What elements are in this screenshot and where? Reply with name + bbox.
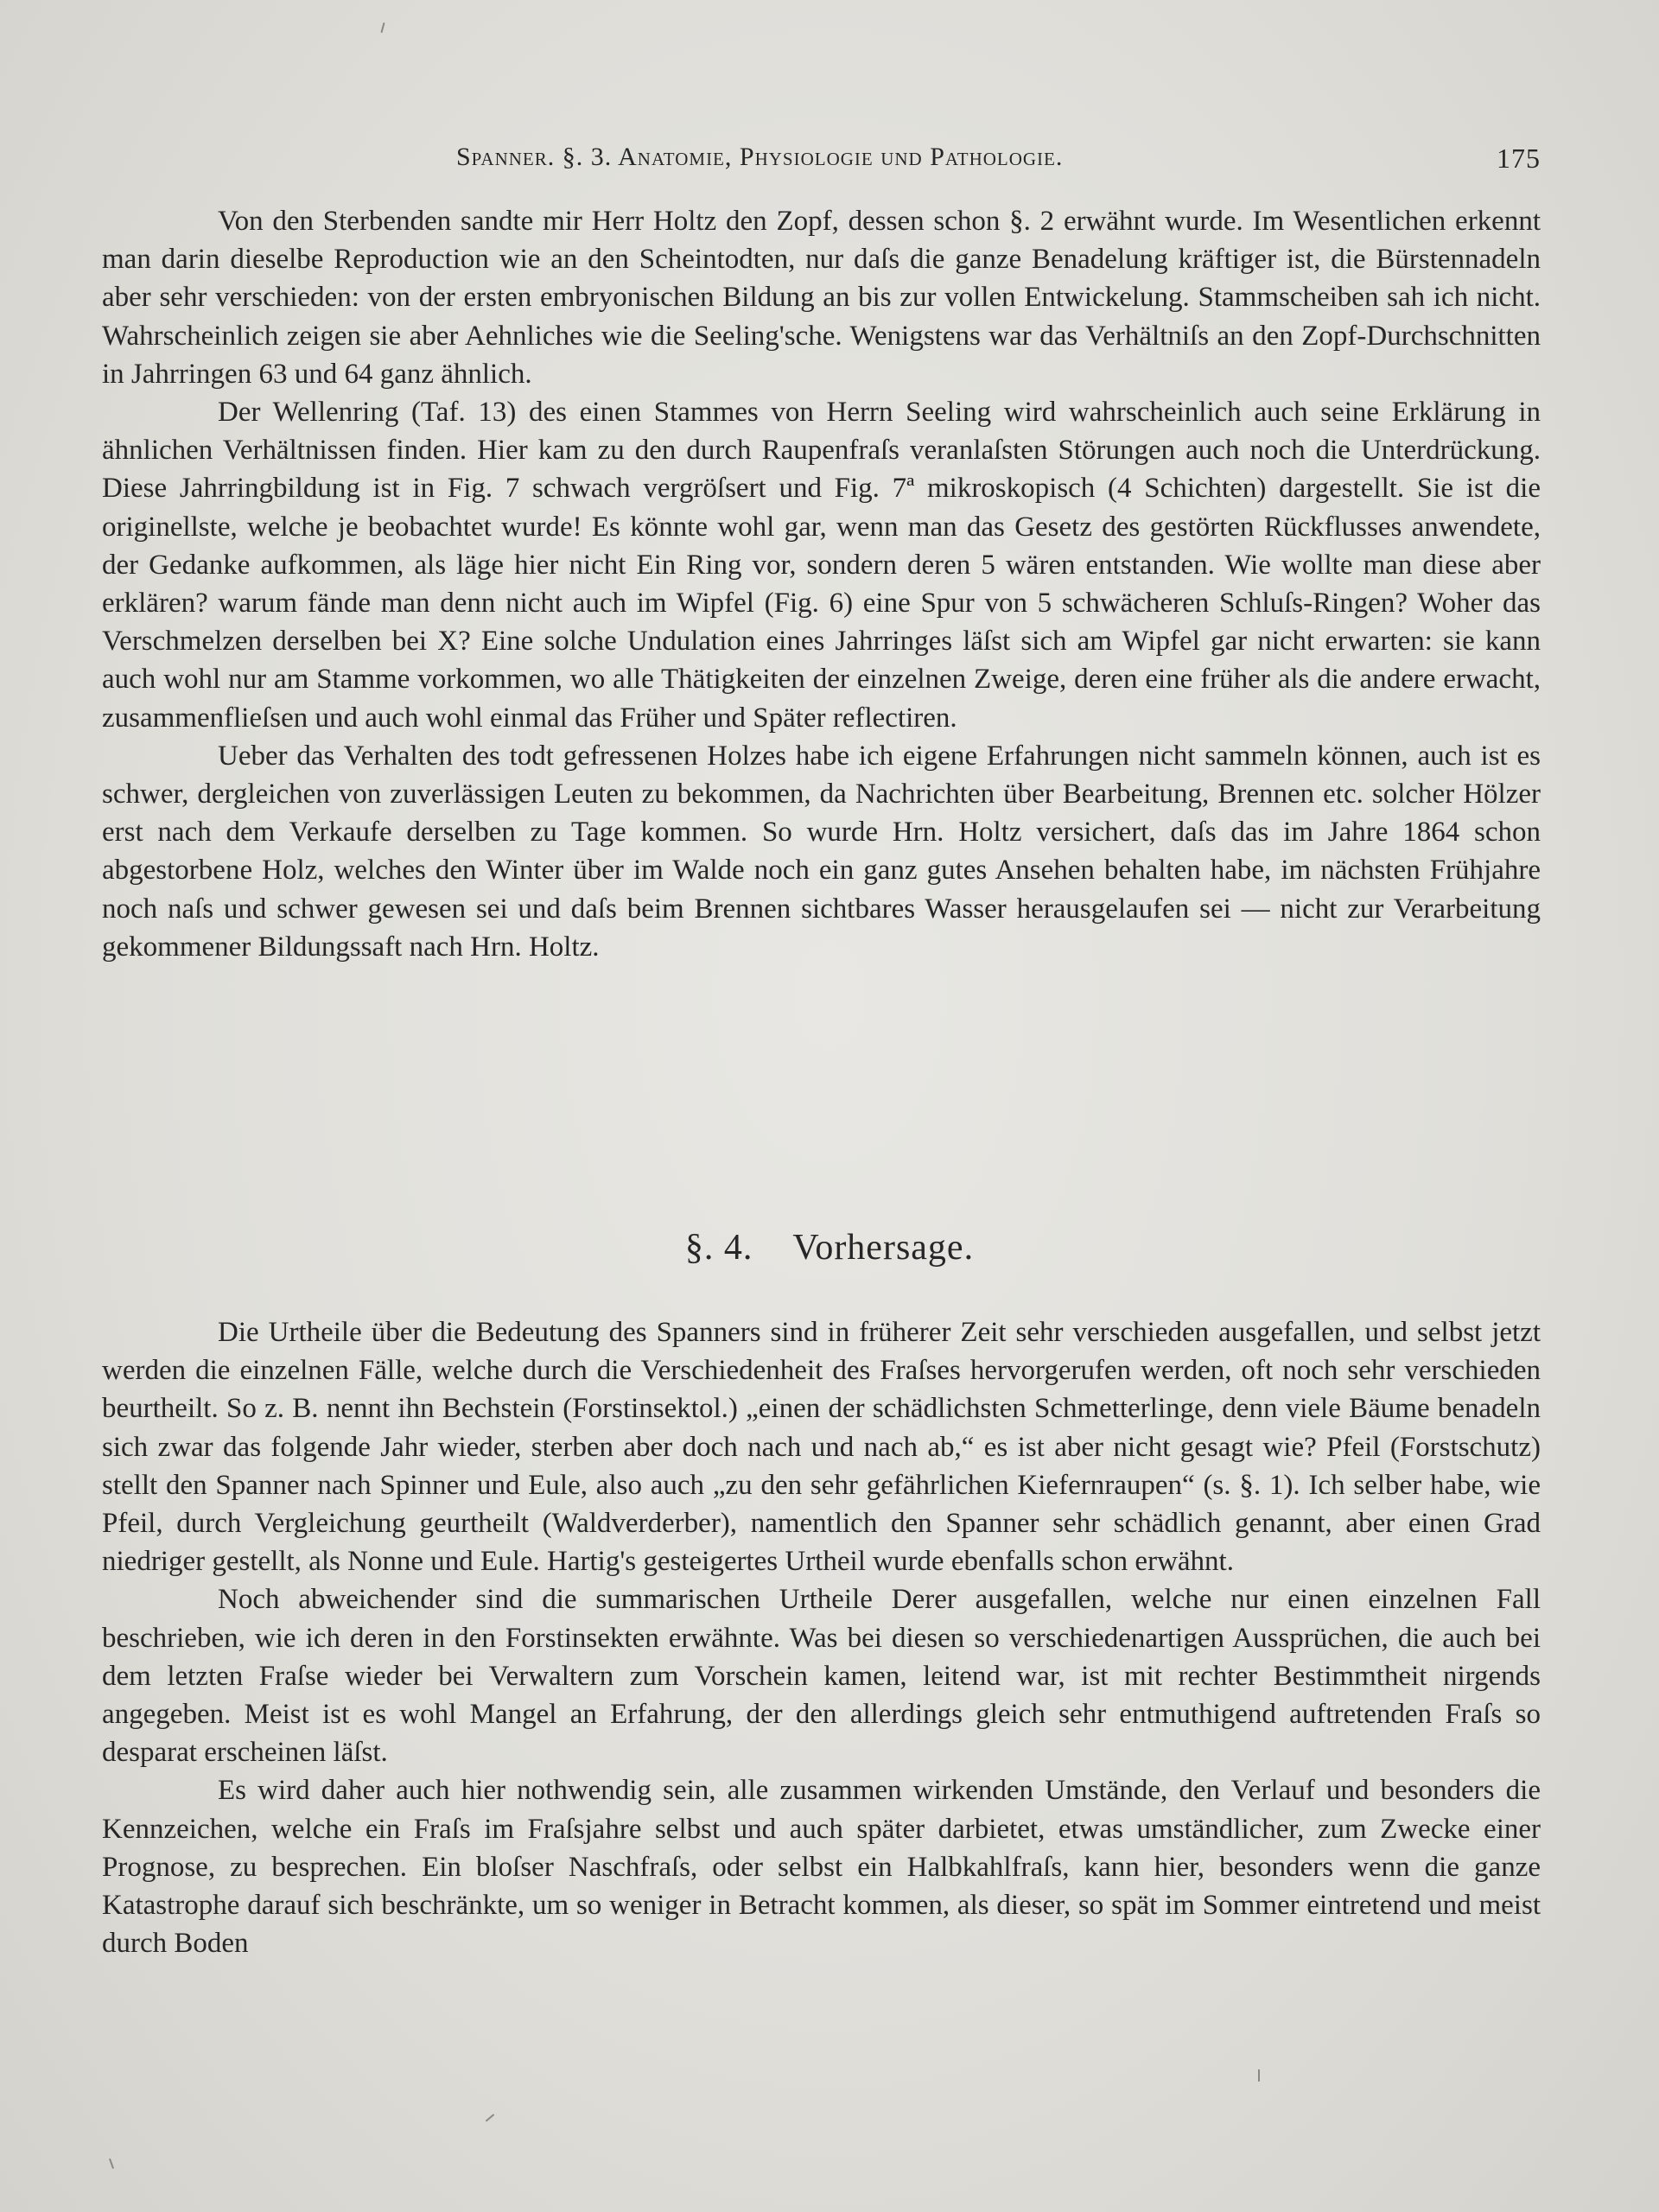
paper-speck [486, 2113, 494, 2121]
paper-speck [1258, 2069, 1260, 2082]
paragraph: Von den Sterbenden sandte mir Herr Holtz den Zopf, dessen schon §. 2 erwähnt wurde. Im Wesentlichen erkennt man darin dieselbe Reproduction wie an den Scheintodten, nur daſs die ganze Benadelung kräftiger ist, die Bürstennadeln aber sehr verschieden: von der ersten embryonischen Bildung an bis zur vollen Entwickelung. Stammscheiben sah ich nicht. Wahrscheinlich zeigen sie aber Aehnliches wie die Seeling'sche. Wenigstens war das Verhältniſs an den Zopf-Durchschnitten in Jahrringen 63 und 64 ganz ähnlich. [102, 206, 1541, 390]
paragraph: Der Wellenring (Taf. 13) des einen Stammes von Herrn Seeling wird wahrscheinlich auch seine Erklärung in ähnlichen Verhältnissen finden. Hier kam zu den durch Raupenfraſs veranlaſsten Störungen auch noch die Unterdrückung. Diese Jahrringbildung ist in Fig. 7 schwach vergröſsert und Fig. 7ª mikroskopisch (4 Schichten) dargestellt. Sie ist die originellste, welche je beobachtet wurde! Es könnte wohl gar, wenn man das Gesetz des gestörten Rückflusses anwendete, der Gedanke aufkommen, als läge hier nicht Ein Ring vor, sondern deren 5 wären entstanden. Wie wollte man diese aber erklären? warum fände man denn nicht auch im Wipfel (Fig. 6) eine Spur von 5 schwächeren Schluſs-Ringen? Woher das Verschmelzen derselben bei X? Eine solche Undulation eines Jahrringes läſst sich am Wipfel gar nicht erwarten: sie kann auch wohl nur am Stamme vorkommen, wo alle Thätigkeiten der einzelnen Zweige, deren eine früher als die andere erwacht, zusammenflieſsen und auch wohl einmal das Früher und Später reflectiren. [102, 397, 1541, 734]
running-head-title: Spanner. §. 3. Anatomie, Physiologie und Pathologie. [456, 143, 1064, 171]
paragraph: Es wird daher auch hier nothwendig sein, alle zusammen wirkenden Umstände, den Verlauf und besonders die Kennzeichen, welche ein Fraſs im Fraſsjahre selbst und auch später darbietet, etwas umständlicher, zum Zwecke einer Prognose, zu besprechen. Ein bloſser Naschfraſs, oder selbst ein Halbkahlfraſs, kann hier, besonders wenn die ganze Katastrophe darauf sich beschränkte, um so weniger in Betracht kommen, als dieser, so spät im Sommer eintretend und meist durch Boden [102, 1775, 1541, 1960]
paragraph: Die Urtheile über die Bedeutung des Spanners sind in früherer Zeit sehr verschieden ausgefallen, und selbst jetzt werden die einzelnen Fälle, welche durch die Verschiedenheit des Fraſses hervorgerufen werden, oft noch sehr verschieden beurtheilt. So z. B. nennt ihn Bechstein (Forstinsektol.) „einen der schädlichsten Schmetterlinge, denn viele Bäume benadeln sich zwar das folgende Jahr wieder, sterben aber doch nach und nach ab,“ es ist aber nicht gesagt wie? Pfeil (Forstschutz) stellt den Spanner nach Spinner und Eule, also auch „zu den sehr gefährlichen Kiefernraupen“ (s. §. 1). Ich selber habe, wie Pfeil, durch Vergleichung geurtheilt (Waldverderber), namentlich den Spanner sehr schädlich genannt, aber einen Grad niedriger gestellt, als Nonne und Eule. Hartig's gesteigertes Urtheil wurde ebenfalls schon erwähnt. [102, 1317, 1541, 1578]
section-heading [0, 1227, 1659, 1268]
paragraph: Noch abweichender sind die summarischen Urtheile Derer ausgefallen, welche nur einen einzelnen Fall beschrieben, wie ich deren in den Forstinsekten erwähnte. Was bei diesen so verschiedenartigen Aussprüchen, die auch bei dem letzten Fraſse wieder bei Verwaltern zum Vorschein kamen, leitend war, ist mit rechter Bestimmtheit nirgends angegeben. Meist ist es wohl Mangel an Erfahrung, der den allerdings gleich sehr entmuthigend auftretenden Fraſs so desparat erscheinen läſst. [102, 1584, 1541, 1769]
section-4-text [102, 1313, 1541, 1962]
running-head [102, 143, 1541, 179]
section-3-text [102, 202, 1541, 966]
paper-speck [109, 2158, 114, 2169]
paper-speck [380, 22, 385, 33]
page-number: 175 [1497, 143, 1541, 174]
paragraph: Ueber das Verhalten des todt gefressenen Holzes habe ich eigene Erfahrungen nicht sammeln können, auch ist es schwer, dergleichen von zuverlässigen Leuten zu bekommen, da Nachrichten über Bearbeitung, Brennen etc. solcher Hölzer erst nach dem Verkaufe derselben zu Tage kommen. So wurde Hrn. Holtz versichert, daſs das im Jahre 1864 schon abgestorbene Holz, welches den Winter über im Walde noch ein ganz gutes Ansehen behalten habe, im nächsten Frühjahre noch naſs und schwer gewesen sei und daſs beim Brennen sichtbares Wasser herausgelaufen sei — nicht zur Verarbeitung gekommener Bildungssaft nach Hrn. Holtz. [102, 740, 1541, 963]
section-number: §. 4. [684, 1228, 753, 1268]
section-title: Vorhersage. [792, 1228, 975, 1268]
